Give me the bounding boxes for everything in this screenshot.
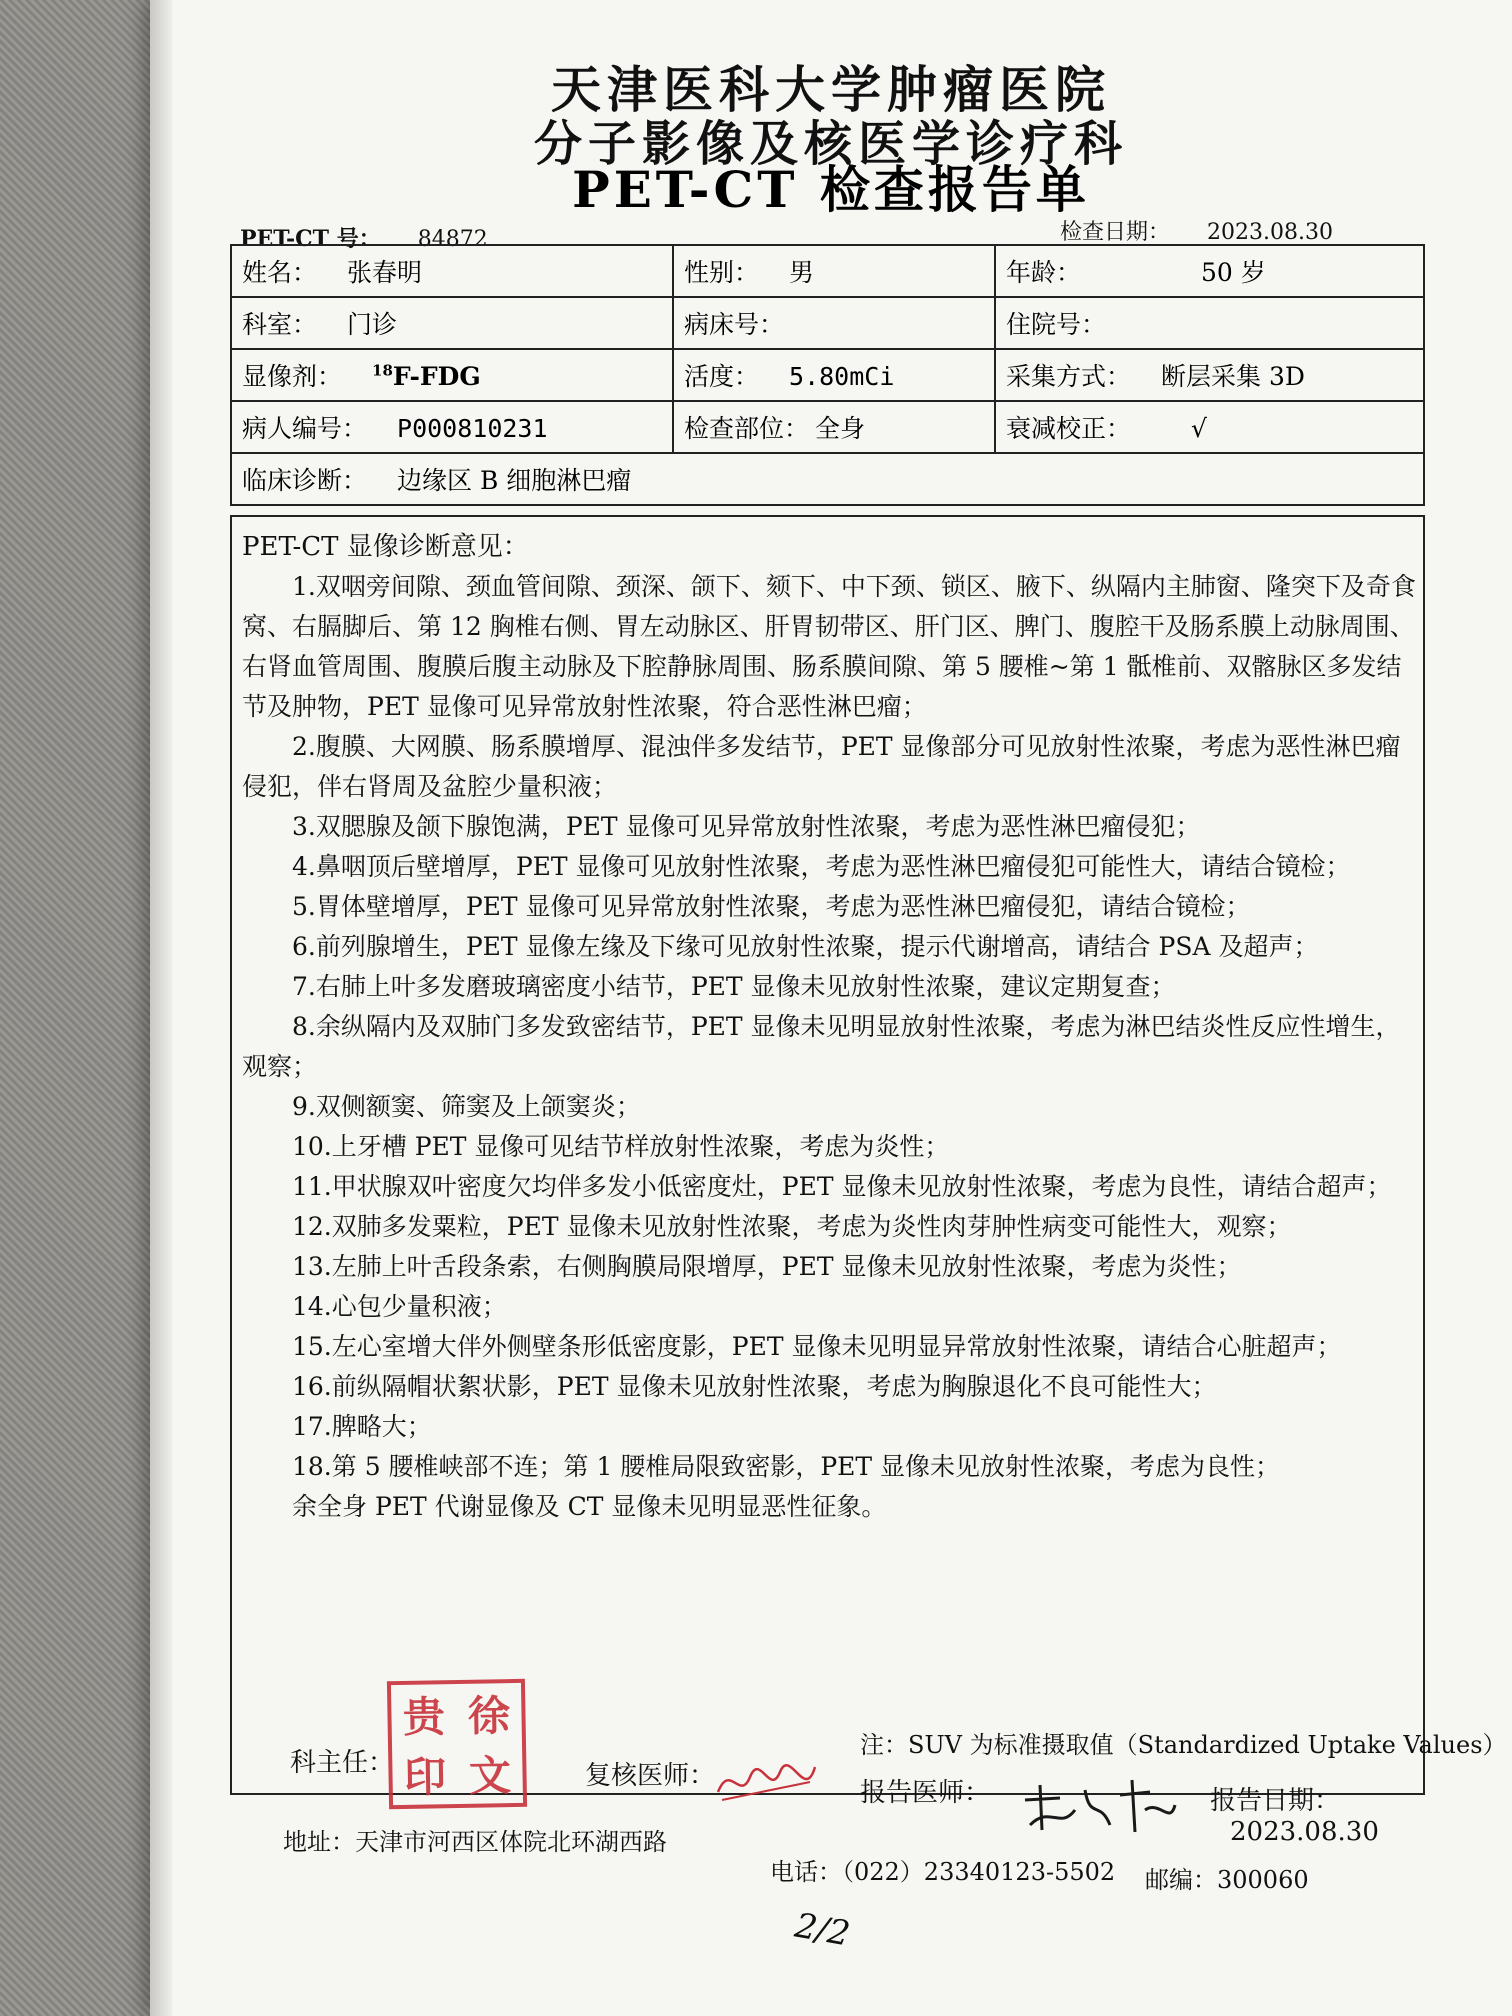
petct-value: 84872 [417, 227, 488, 252]
diagnosis-item: 7.右肺上叶多发磨玻璃密度小结节，PET 显像未见放射性浓聚，建议定期复查； [292, 972, 1176, 1001]
seal-char: 贵 [402, 1692, 446, 1742]
diagnosis-item: 2.腹膜、大网膜、肠系膜增厚、混浊伴多发结节，PET 显像部分可见放射性浓聚，考虑为恶性淋巴瘤侵犯，伴右肾周及盆腔少量积液； [242, 732, 1401, 801]
reporter-label: 报告医师： [860, 1778, 991, 1808]
patient-info-table [230, 244, 1425, 506]
clinical-value: 边缘区 B 细胞淋巴瘤 [397, 466, 632, 495]
suv-note: 注：SUV 为标准摄取值（Standardized Uptake Values） [860, 1731, 1507, 1759]
petct-label: PET-CT 号： [240, 226, 381, 252]
hospital-name: 天津医科大学肿瘤医院 [551, 60, 1111, 119]
diagnosis-item: 11.甲状腺双叶密度欠均伴多发小低密度灶，PET 显像未见放射性浓聚，考虑为良性，请结合超声； [292, 1172, 1392, 1201]
diagnosis-item: 16.前纵隔帽状絮状影，PET 显像未见放射性浓聚，考虑为胸腺退化不良可能性大； [292, 1372, 1217, 1401]
site-value: 全身 [815, 414, 866, 443]
age-value: 50 岁 [1201, 258, 1266, 287]
address: 地址：天津市河西区体院北环湖西路 [283, 1828, 667, 1856]
acq-label: 采集方式： [1006, 362, 1132, 391]
diagnosis-item: 8.余纵隔内及双肺门多发致密结节，PET 显像未见明显放射性浓聚，考虑为淋巴结炎性反应性增生，观察； [242, 1012, 1401, 1081]
diagnosis-item: 14.心包少量积液； [292, 1292, 507, 1321]
site-label: 检查部位： [684, 414, 810, 443]
diagnosis-item: 4.鼻咽顶后壁增厚，PET 显像可见放射性浓聚，考虑为恶性淋巴瘤侵犯可能性大，请结合镜检； [292, 852, 1351, 881]
tracer-label: 显像剂： [242, 362, 343, 391]
dept-value: 门诊 [347, 310, 398, 339]
diagnosis-text [242, 527, 1422, 1527]
exam-date [1060, 215, 1333, 246]
patient-no-label: 病人编号： [242, 414, 368, 443]
diagnosis-item: 9.双侧额窦、筛窦及上颌窦炎； [292, 1092, 641, 1121]
seal-char: 徐 [467, 1691, 511, 1741]
atten-label: 衰减校正： [1006, 414, 1132, 443]
diagnosis-title: PET-CT 显像诊断意见： [242, 532, 529, 562]
diagnosis-item: 6.前列腺增生，PET 显像左缘及下缘可见放射性浓聚，提示代谢增高，请结合 PSA 及超声； [292, 932, 1319, 961]
clinical-label: 临床诊断： [242, 466, 368, 495]
postcode: 邮编：300060 [1145, 1866, 1309, 1894]
diagnosis-item: 17.脾略大； [292, 1412, 432, 1441]
seal-char: 印 [403, 1752, 447, 1802]
name-value: 张春明 [347, 258, 423, 287]
report-date-value: 2023.08.30 [1230, 1817, 1379, 1847]
director-label: 科主任： [290, 1748, 395, 1778]
tracer-value: F-FDG [392, 362, 481, 391]
patient-no-value: P000810231 [397, 414, 548, 443]
exam-date-label: 检查日期： [1060, 220, 1171, 245]
diagnosis-conclusion: 余全身 PET 代谢显像及 CT 显像未见明显恶性征象。 [292, 1492, 887, 1521]
diagnosis-item: 3.双腮腺及颌下腺饱满，PET 显像可见异常放射性浓聚，考虑为恶性淋巴瘤侵犯； [292, 812, 1201, 841]
sex-label: 性别： [684, 258, 760, 287]
tracer-isotope: 18 [372, 361, 393, 380]
name-label: 姓名： [242, 258, 318, 287]
page-binding [150, 0, 172, 2016]
dept-label: 科室： [242, 310, 318, 339]
diagnosis-item: 12.双肺多发粟粒，PET 显像未见放射性浓聚，考虑为炎性肉芽肿性病变可能性大，观察； [292, 1212, 1292, 1241]
sex-value: 男 [789, 258, 815, 287]
director-seal [387, 1679, 527, 1809]
department-name: 分子影像及核医学诊疗科 [533, 116, 1128, 172]
reviewer-signature [710, 1752, 820, 1812]
report-title: PET-CT 检查报告单 [572, 160, 1090, 219]
reporter-signature [1020, 1770, 1180, 1840]
phone: 电话：（022）23340123-5502 [770, 1858, 1116, 1886]
diagnosis-item: 13.左肺上叶舌段条索，右侧胸膜局限增厚，PET 显像未见放射性浓聚，考虑为炎性； [292, 1252, 1242, 1281]
bed-label: 病床号： [684, 310, 785, 339]
acq-value: 断层采集 3D [1161, 362, 1305, 391]
reviewer-label: 复核医师： [585, 1761, 716, 1791]
activity-label: 活度： [684, 362, 760, 391]
diagnosis-item: 10.上牙槽 PET 显像可见结节样放射性浓聚，考虑为炎性； [292, 1132, 950, 1161]
diagnosis-item: 5.胃体壁增厚，PET 显像可见异常放射性浓聚，考虑为恶性淋巴瘤侵犯，请结合镜检； [292, 892, 1251, 921]
page-number: 2/2 [791, 1905, 853, 1955]
activity-value: 5.80mCi [789, 362, 895, 391]
diagnosis-item: 15.左心室增大伴外侧壁条形低密度影，PET 显像未见明显异常放射性浓聚，请结合心脏超声； [292, 1332, 1342, 1361]
exam-date-value: 2023.08.30 [1207, 220, 1333, 245]
diagnosis-item: 1.双咽旁间隙、颈血管间隙、颈深、颌下、颏下、中下颈、锁区、腋下、纵隔内主肺窗、隆突下及奇食窝、右膈脚后、第 12 胸椎右侧、胃左动脉区、肝胃韧带区、肝门区、脾门、腹腔干及肠系膜上动脉周围、右肾血管周围、腹膜后腹主动脉及下腔静脉周围、肠系膜间隙、第 5 腰椎~第 1 骶椎前、双髂脉区多发结节及肿物，PET 显像可见异常放射性浓聚，符合恶性淋巴瘤； [242, 572, 1416, 721]
diagnosis-item: 18.第 5 腰椎峡部不连；第 1 腰椎局限致密影，PET 显像未见放射性浓聚，考虑为良性； [292, 1452, 1281, 1481]
report-date [1210, 1780, 1512, 1847]
age-label: 年龄： [1006, 258, 1082, 287]
report-date-label: 报告日期： [1210, 1786, 1341, 1816]
diagnosis-box [230, 515, 1425, 1795]
admission-label: 住院号： [1006, 310, 1107, 339]
atten-value: √ [1191, 414, 1207, 443]
seal-char: 文 [468, 1751, 512, 1801]
